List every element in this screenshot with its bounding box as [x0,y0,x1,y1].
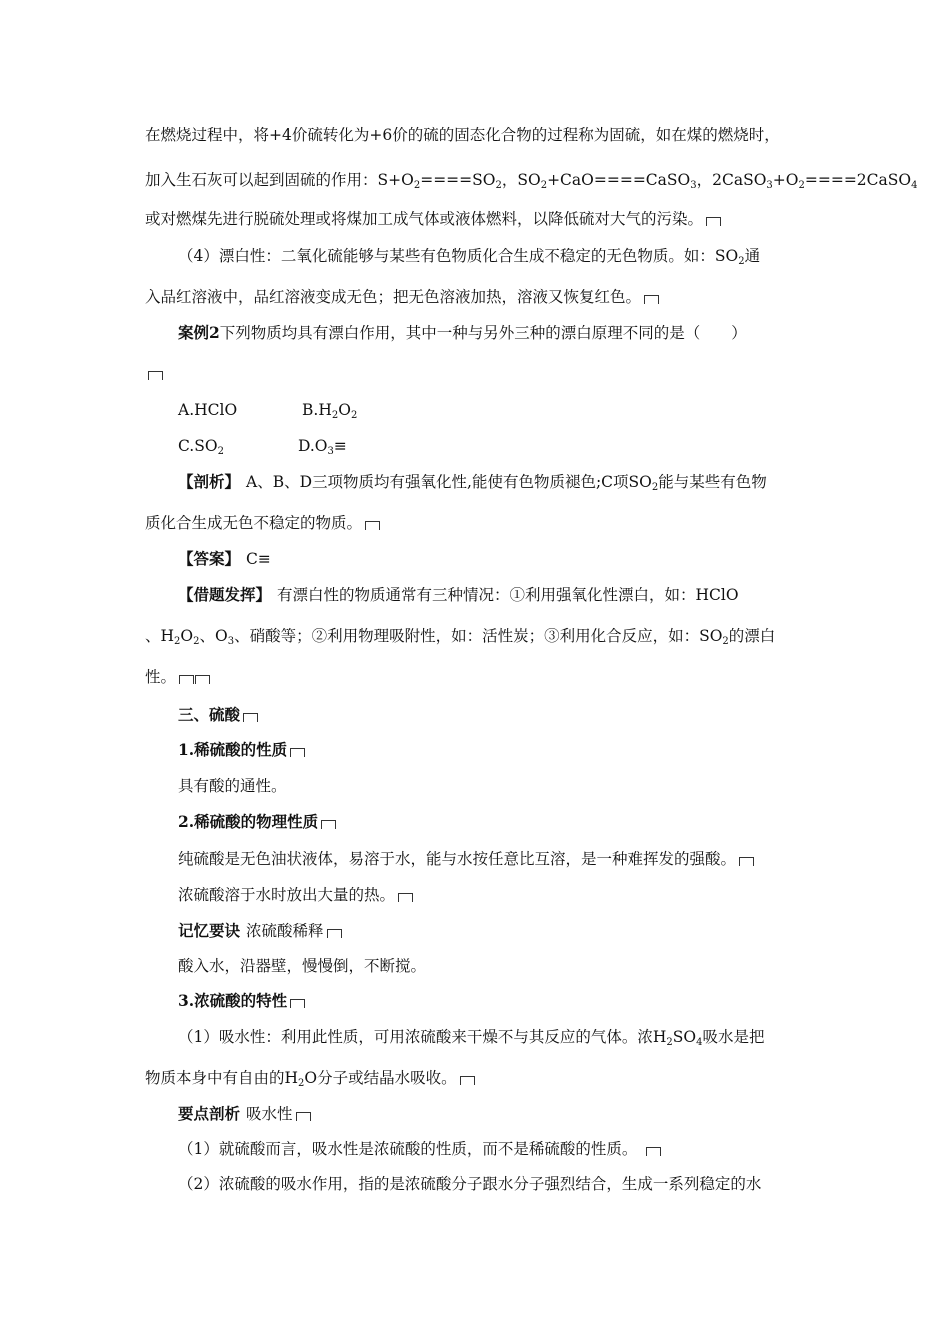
para1-line2 [145,169,917,191]
subscript: 2 [298,1078,305,1089]
text: 、O [199,627,228,645]
text: 或对燃煤先进行脱硫处理或将煤加工成气体或液体燃料，以降低硫对大气的污染。 [145,210,704,228]
subscript: 2 [331,410,339,421]
sub2-text1 [178,848,754,870]
subscript: 3 [766,180,773,191]
text: 吸水是把 [702,1028,765,1046]
option-d [298,435,347,457]
subscript: 2 [651,482,659,493]
paragraph-mark-icon [321,820,336,829]
text: A、B、D三项物质均有强氧化性,能使有色物质褪色;C项SO [246,473,652,491]
paragraph-mark-icon [365,521,380,530]
text: O分子或结晶水吸收。 [304,1069,457,1087]
text: 三、硫酸 [178,705,241,724]
text: ====2CaSO [804,171,912,189]
option-a: A.HClO [178,401,238,419]
text: （4）漂白性：二氧化硫能够与某些有色物质化合生成不稳定的无色物质。如：SO [178,247,739,265]
text: +O [772,171,799,189]
text: +CaO====CaSO [547,171,691,189]
paragraph-mark-icon [460,1076,475,1085]
subscript: 2 [540,180,548,191]
property1-line2 [145,1067,475,1089]
extension-label: 【借题发挥】 [178,585,272,604]
paragraph-mark-icon [644,295,659,304]
extension-line2 [145,625,775,647]
paragraph-mark-icon [243,713,258,722]
subscript: 3 [227,636,235,647]
paragraph-mark-icon [179,675,194,684]
option-b [302,399,357,421]
options-row-2 [178,435,578,457]
text: 、硝酸等；②利用物理吸附性，如：活性炭；③利用化合反应，如：SO [234,627,723,645]
answer-line [178,548,271,570]
extension-line1 [178,584,739,606]
text: 具有酸的通性。 [178,777,287,795]
analysis-line1 [178,471,767,493]
subscript: 2 [738,256,745,267]
memory-line [178,920,342,942]
answer-label: 【答案】 [178,549,241,568]
subscript: 2 [174,636,181,647]
text: （2）浓硫酸的吸水作用，指的是浓硫酸分子跟水分子强烈结合，生成一系列稳定的水 [178,1175,762,1193]
subscript: 2 [350,410,358,421]
text: 、H [145,627,175,645]
para2-line1 [178,245,760,267]
keypoint-label: 要点剖析 [178,1104,241,1123]
text: ≡ [333,437,347,455]
keypoint-line [178,1103,311,1125]
paragraph-mark-icon [290,999,305,1008]
text: （1）就硫酸而言，吸水性是浓硫酸的性质，而不是稀硫酸的性质。 [178,1140,638,1158]
text: 质化合生成无色不稳定的物质。 [145,514,363,532]
text: 的漂白 [728,627,776,645]
subscript: 2 [495,180,502,191]
subscript: 2 [413,180,421,191]
text: 下列物质均具有漂白作用，其中一种与另外三种的漂白原理不同的是（ ） [219,324,747,342]
text: 3.浓硫酸的特性 [178,991,288,1010]
text: D.O [298,437,328,455]
text: ，SO [501,171,541,189]
text: 浓硫酸稀释 [246,922,324,940]
text: 1.稀硫酸的性质 [178,740,288,759]
text: 物质本身中有自由的H [145,1069,299,1087]
text: O [338,401,351,419]
case2-question [178,322,747,344]
section3-heading [178,704,258,726]
subscript: 2 [217,446,224,457]
text: 性。 [145,668,177,686]
paragraph-mark-icon [327,929,342,938]
keypoint-1 [178,1138,661,1160]
text: 有漂白性的物质通常有三种情况：①利用强氧化性漂白，如：HClO [277,586,739,604]
sub2-heading [178,811,336,833]
subscript: 2 [666,1037,673,1048]
text: B.H [302,401,332,419]
paragraph-mark-icon [646,1147,661,1156]
keypoint-2 [178,1173,761,1195]
text: 吸水性 [246,1105,293,1123]
para1-line3 [145,208,721,230]
paragraph-mark-icon [290,748,305,757]
sub3-heading [178,990,305,1012]
text: C.SO [178,437,218,455]
sub1-heading [178,739,305,761]
sub2-text2 [178,884,413,906]
paragraph-mark-icon [195,675,210,684]
text: ，2CaSO [696,171,767,189]
options-row-1 [178,399,578,421]
answer-value: C≡ [246,550,271,568]
analysis-label: 【剖析】 [178,472,241,491]
text: 酸入水，沿器壁，慢慢倒，不断搅。 [178,957,427,975]
paragraph-mark-icon [739,857,754,866]
memory-text [178,955,426,977]
extension-line3 [145,666,210,688]
text: 在燃烧过程中，将+4价硫转化为+6价的硫的固态化合物的过程称为固硫，如在煤的燃烧时， [145,126,780,144]
sub1-text [178,775,287,797]
text: SO [672,1028,697,1046]
para2-line2 [145,286,659,308]
text: 浓硫酸溶于水时放出大量的热。 [178,886,396,904]
paragraph-mark-icon [148,371,163,380]
text: O [180,627,194,645]
text: 加入生石灰可以起到固硫的作用：S+O [145,171,414,189]
text: ====SO [420,171,496,189]
property1-line1 [178,1026,764,1048]
para1-line1 [145,124,780,146]
subscript: 2 [193,636,200,647]
memory-label: 记忆要诀 [178,921,241,940]
option-c [178,437,224,455]
case-label: 案例2 [178,323,220,342]
paragraph-mark-icon [706,217,721,226]
case2-mark-line [145,362,163,384]
subscript: 4 [696,1037,703,1048]
analysis-line2 [145,512,380,534]
text: 入品红溶液中，品红溶液变成无色；把无色溶液加热，溶液又恢复红色。 [145,288,642,306]
subscript: 4 [911,180,918,191]
subscript: 3 [690,180,697,191]
subscript: 2 [798,180,805,191]
paragraph-mark-icon [398,893,413,902]
text: 通 [744,247,761,265]
text: （1）吸水性：利用此性质，可用浓硫酸来干燥不与其反应的气体。浓H [178,1028,667,1046]
text: 纯硫酸是无色油状液体，易溶于水，能与水按任意比互溶，是一种难挥发的强酸。 [178,850,737,868]
subscript: 3 [327,446,334,457]
text: 能与某些有色物 [658,473,767,491]
text: 2.稀硫酸的物理性质 [178,812,319,831]
paragraph-mark-icon [296,1112,311,1121]
subscript: 2 [722,636,729,647]
